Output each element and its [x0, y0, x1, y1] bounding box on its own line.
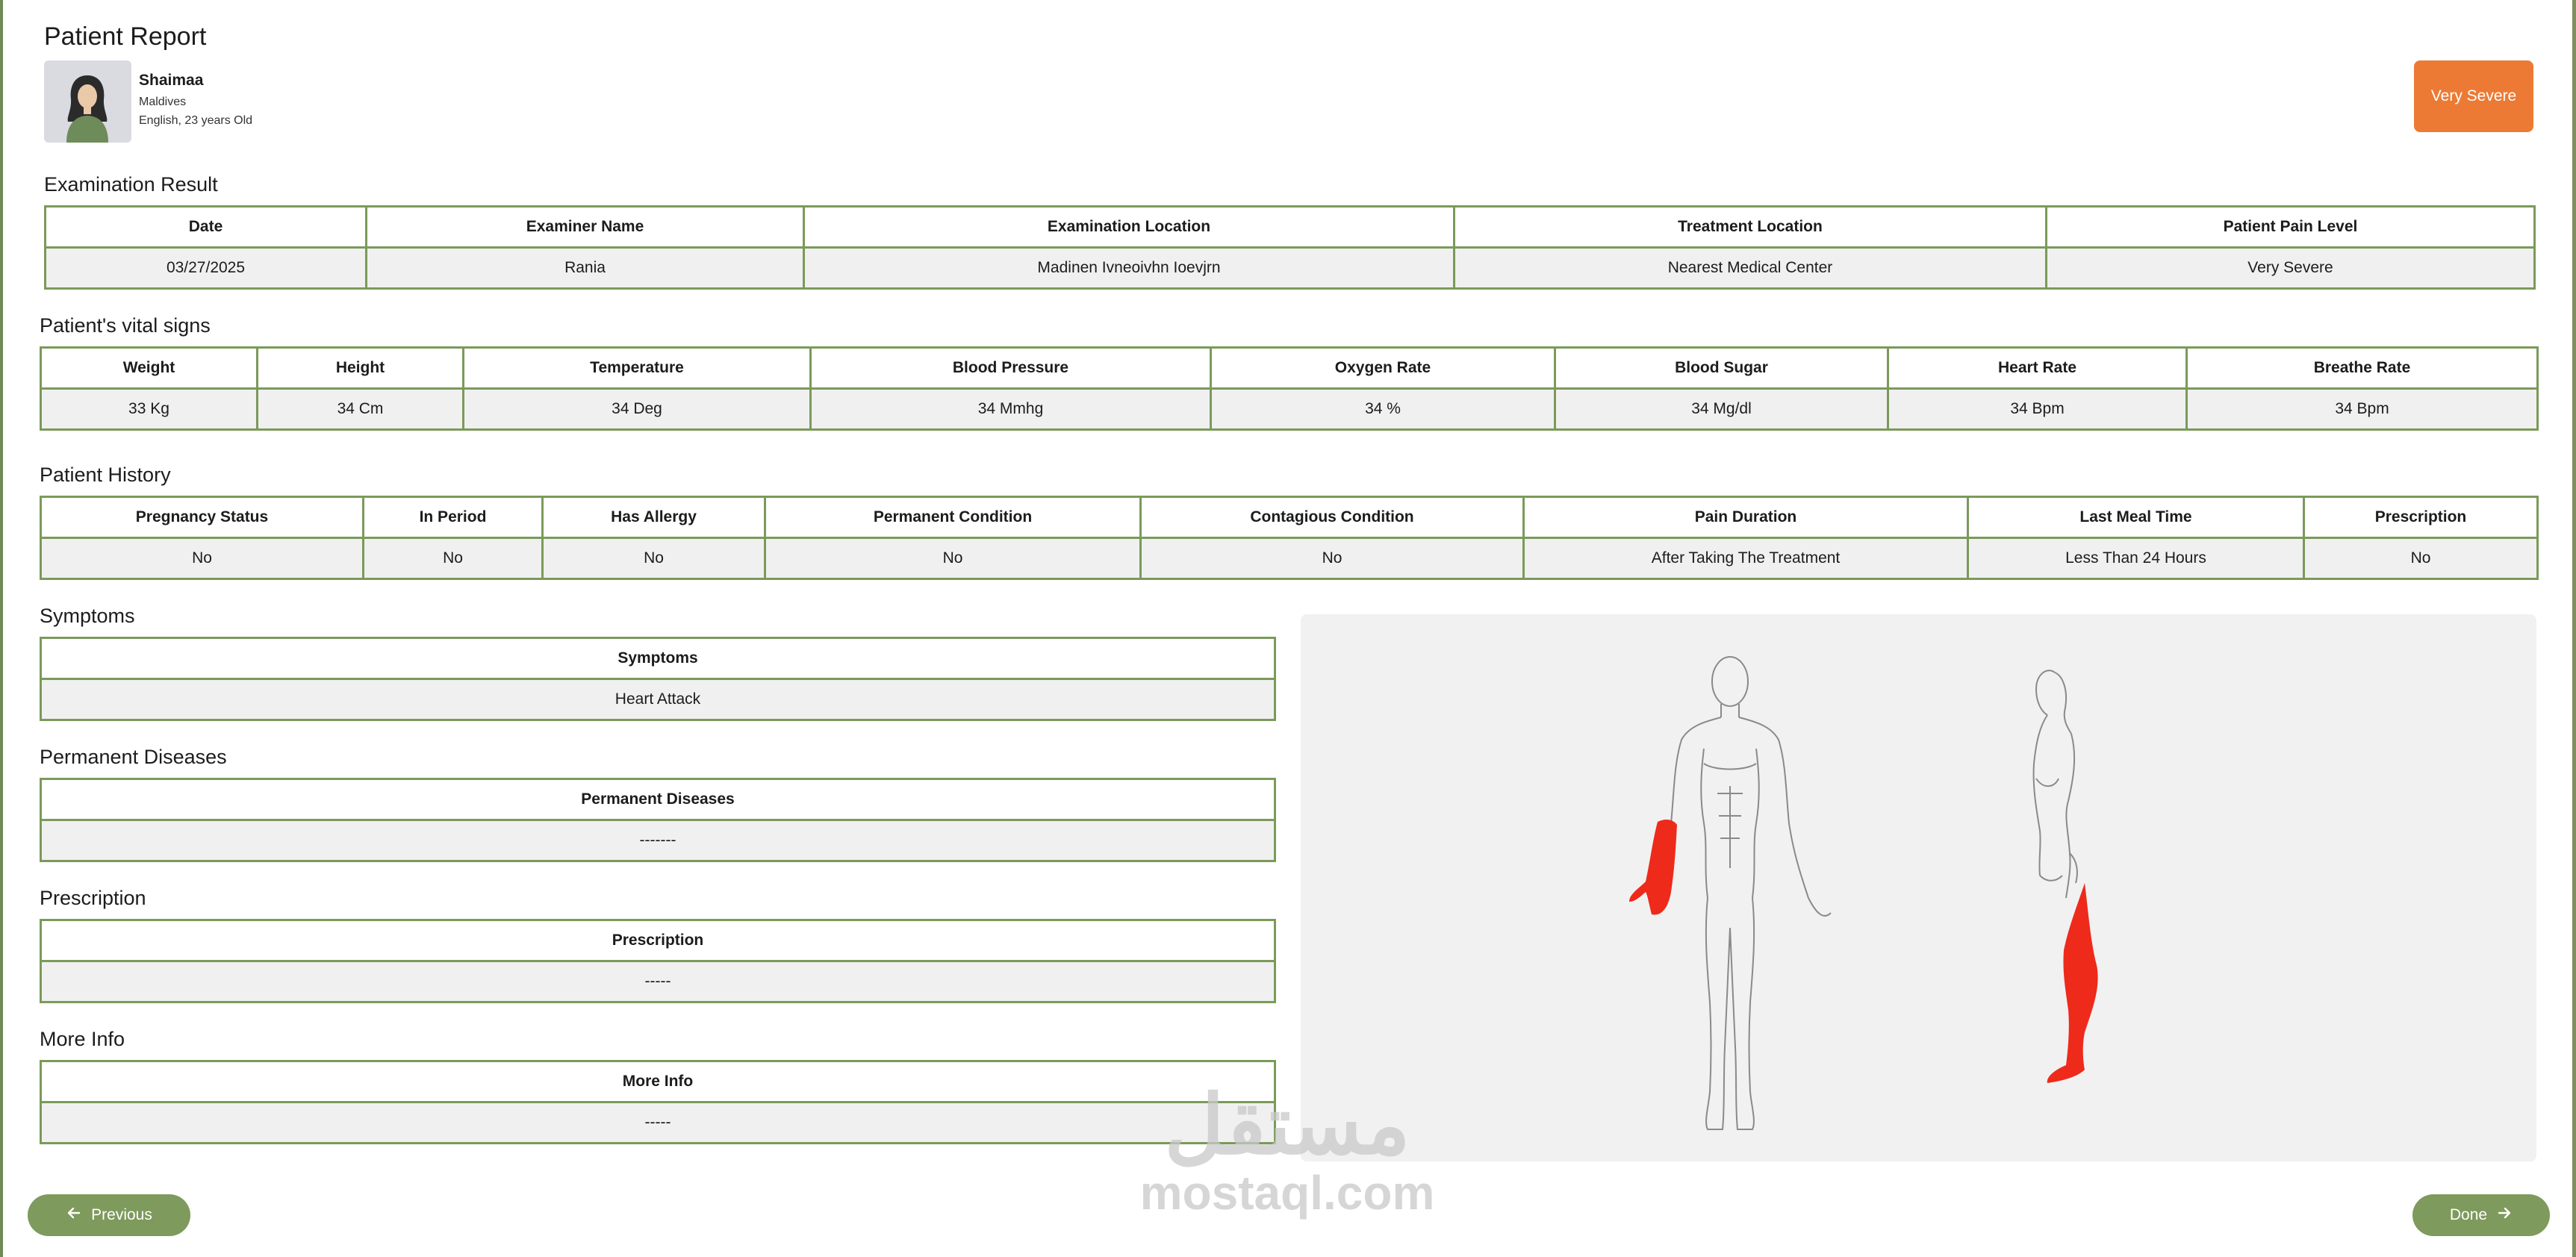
watermark-arabic-text: مستقل	[1164, 1079, 1410, 1171]
table-cell: 33 Kg	[41, 389, 258, 430]
prescription-table	[40, 919, 1276, 1003]
severity-badge-button[interactable]: Very Severe	[2414, 60, 2533, 132]
avatar-woman-icon	[44, 60, 131, 143]
table-cell: No	[364, 538, 543, 579]
column-header: Weight	[41, 348, 258, 389]
symptoms-section-title: Symptoms	[40, 605, 135, 627]
table-cell: Less Than 24 Hours	[1968, 538, 2304, 579]
column-header: Patient Pain Level	[2047, 207, 2535, 248]
column-header: Permanent Diseases	[41, 779, 1275, 820]
table-header-row	[41, 920, 1275, 961]
vitals-section-title: Patient's vital signs	[40, 314, 211, 337]
table-cell: 34 Deg	[464, 389, 811, 430]
table-cell: -------	[41, 820, 1275, 861]
table-cell: No	[543, 538, 765, 579]
body-map-figure	[1301, 614, 2536, 1161]
table-header-row	[41, 497, 2538, 538]
table-header-row	[46, 207, 2535, 248]
table-cell: 34 Bpm	[1888, 389, 2187, 430]
history-section-title: Patient History	[40, 464, 171, 486]
column-header: Temperature	[464, 348, 811, 389]
vitals-table	[40, 346, 2539, 431]
table-cell: Nearest Medical Center	[1455, 248, 2047, 289]
table-cell: 34 Mmhg	[811, 389, 1211, 430]
table-row	[41, 820, 1275, 861]
table-cell: 34 Mg/dl	[1555, 389, 1888, 430]
column-header: Pregnancy Status	[41, 497, 364, 538]
permanent-diseases-section-title: Permanent Diseases	[40, 746, 227, 768]
column-header: Blood Pressure	[811, 348, 1211, 389]
table-cell: Rania	[367, 248, 804, 289]
column-header: Last Meal Time	[1968, 497, 2304, 538]
patient-country: Maldives	[139, 96, 187, 108]
patient-name: Shaimaa	[139, 72, 204, 89]
examination-table	[44, 205, 2536, 290]
table-cell: Madinen Ivneoivhn Ioevjrn	[804, 248, 1455, 289]
avatar	[44, 60, 131, 143]
column-header: Pain Duration	[1524, 497, 1968, 538]
column-header: More Info	[41, 1061, 1275, 1102]
more-info-section-title: More Info	[40, 1028, 125, 1050]
done-button-label: Done	[2449, 1206, 2488, 1223]
more-info-table	[40, 1060, 1276, 1144]
column-header: Blood Sugar	[1555, 348, 1888, 389]
column-header: Date	[46, 207, 367, 248]
table-header-row	[41, 638, 1275, 679]
side-leg-highlight	[2047, 883, 2098, 1083]
table-row	[41, 1102, 1275, 1144]
front-arm-highlight	[1629, 820, 1677, 914]
table-cell: No	[765, 538, 1141, 579]
table-cell: No	[2304, 538, 2538, 579]
table-cell: 03/27/2025	[46, 248, 367, 289]
table-row	[41, 389, 2538, 430]
table-header-row	[41, 779, 1275, 820]
column-header: In Period	[364, 497, 543, 538]
symptoms-table	[40, 637, 1276, 721]
body-map-panel	[1301, 614, 2536, 1161]
table-cell: Very Severe	[2047, 248, 2535, 289]
front-body-outline	[1659, 657, 1831, 1129]
page-title: Patient Report	[44, 22, 207, 51]
column-header: Permanent Condition	[765, 497, 1141, 538]
side-body-outline	[2034, 670, 2077, 898]
done-button[interactable]	[2412, 1194, 2550, 1236]
table-cell: 34 Bpm	[2187, 389, 2538, 430]
arrow-right-icon	[2496, 1205, 2513, 1226]
column-header: Heart Rate	[1888, 348, 2187, 389]
previous-button-label: Previous	[91, 1206, 152, 1223]
column-header: Height	[258, 348, 464, 389]
table-row	[46, 248, 2535, 289]
table-cell: No	[1141, 538, 1524, 579]
column-header: Breathe Rate	[2187, 348, 2538, 389]
table-header-row	[41, 1061, 1275, 1102]
examination-section-title: Examination Result	[44, 173, 218, 196]
column-header: Prescription	[2304, 497, 2538, 538]
column-header: Contagious Condition	[1141, 497, 1524, 538]
history-table	[40, 496, 2539, 580]
column-header: Examination Location	[804, 207, 1455, 248]
column-header: Oxygen Rate	[1211, 348, 1555, 389]
right-edge	[2572, 0, 2576, 1257]
column-header: Examiner Name	[367, 207, 804, 248]
prescription-section-title: Prescription	[40, 887, 146, 909]
table-cell: No	[41, 538, 364, 579]
watermark-latin-text: mostaql.com	[1139, 1166, 1435, 1220]
previous-button[interactable]	[28, 1194, 190, 1236]
column-header: Has Allergy	[543, 497, 765, 538]
table-cell: -----	[41, 961, 1275, 1002]
column-header: Symptoms	[41, 638, 1275, 679]
table-cell: After Taking The Treatment	[1524, 538, 1968, 579]
table-cell: 34 Cm	[258, 389, 464, 430]
column-header: Prescription	[41, 920, 1275, 961]
table-cell: 34 %	[1211, 389, 1555, 430]
table-row	[41, 538, 2538, 579]
arrow-left-icon	[66, 1205, 82, 1226]
table-row	[41, 961, 1275, 1002]
table-header-row	[41, 348, 2538, 389]
column-header: Treatment Location	[1455, 207, 2047, 248]
table-cell: Heart Attack	[41, 679, 1275, 720]
patient-language-age: English, 23 years Old	[139, 114, 253, 127]
left-edge	[0, 0, 3, 1257]
permanent-diseases-table	[40, 778, 1276, 862]
table-cell: -----	[41, 1102, 1275, 1144]
table-row	[41, 679, 1275, 720]
